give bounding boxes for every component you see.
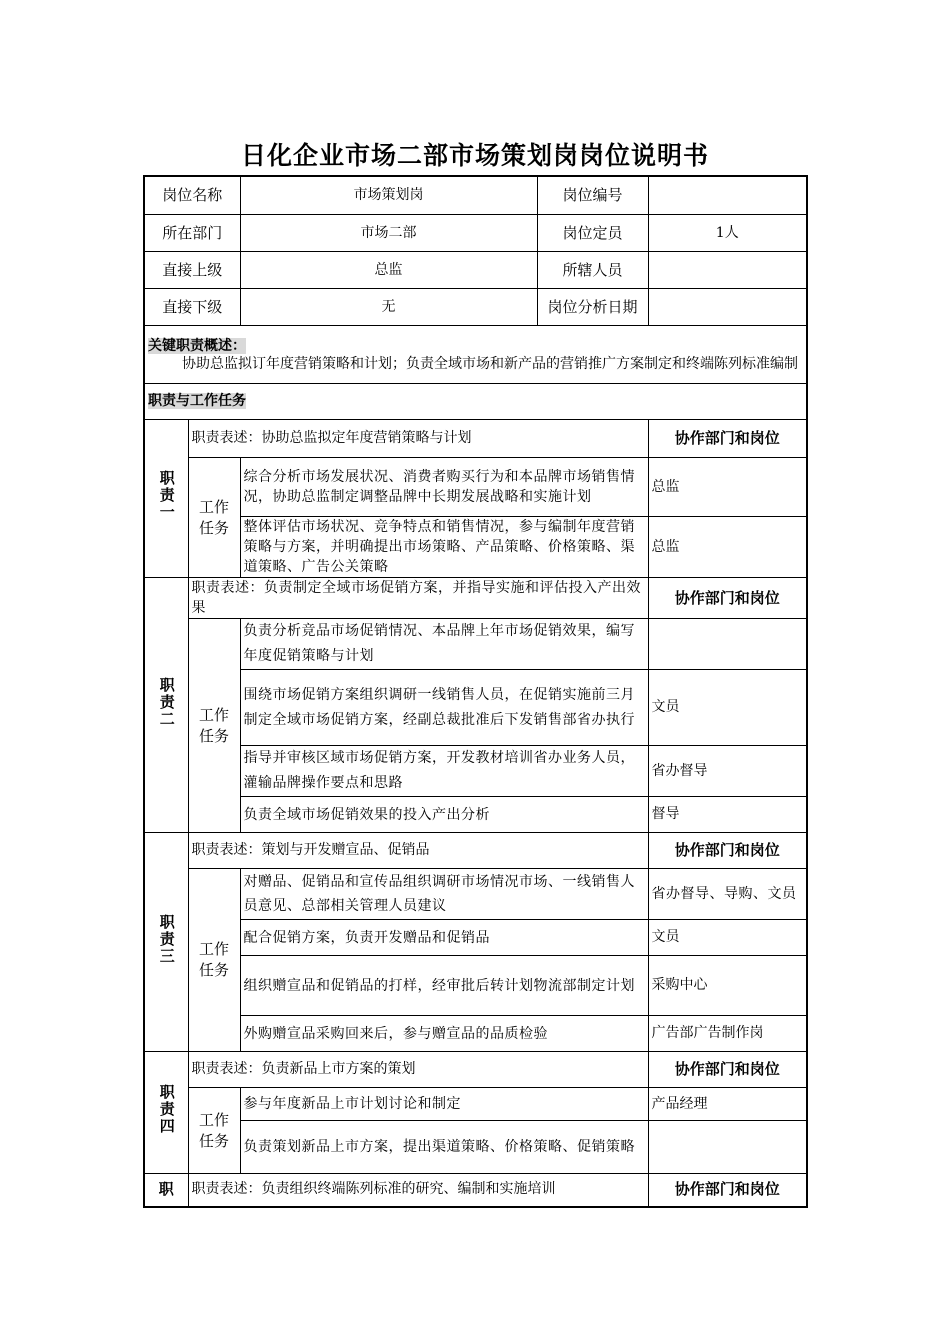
duty-statement: 职责表述：负责制定全域市场促销方案，并指导实施和评估投入产出效果: [188, 578, 648, 619]
duty-label: 职责二: [144, 578, 188, 833]
task-coop: 督导: [648, 797, 807, 833]
duty-statement-row: [144, 1052, 807, 1088]
duty-statement: 职责表述：负责组织终端陈列标准的研究、编制和实施培训: [188, 1174, 648, 1207]
duty-statement-row: [144, 1174, 807, 1207]
task-row: [144, 746, 807, 797]
coop-header: 协作部门和岗位: [648, 1174, 807, 1207]
task-row: [144, 1016, 807, 1052]
analysis-date-value: [648, 289, 807, 326]
superior-value: 总监: [241, 252, 538, 288]
duty-statement: 职责表述：负责新品上市方案的策划: [188, 1052, 648, 1088]
task-row: [144, 1121, 807, 1174]
work-task-label: 工作任务: [188, 458, 240, 578]
subordinates-label: 所辖人员: [562, 260, 623, 279]
dept-label: 所在部门: [144, 215, 240, 252]
basic-row: [144, 289, 807, 326]
staff-value: 1人: [648, 215, 807, 252]
task-row: [144, 956, 807, 1016]
task-row: [144, 1088, 807, 1121]
task-text: 配合促销方案，负责开发赠品和促销品: [240, 920, 648, 956]
basic-row: [144, 176, 807, 215]
task-text: 指导并审核区域市场促销方案，开发教材培训省办业务人员，灌输品牌操作要点和思路: [240, 746, 648, 797]
task-coop: 省办督导: [648, 746, 807, 797]
task-text: 参与年度新品上市计划讨论和制定: [240, 1088, 648, 1121]
task-row: [144, 797, 807, 833]
page-title: 日化企业市场二部市场策划岗岗位说明书: [240, 141, 709, 170]
post-name-label: 岗位名称: [144, 176, 240, 215]
task-coop: 总监: [648, 517, 807, 578]
job-description-table: [143, 175, 808, 1208]
task-coop: 总监: [648, 458, 807, 517]
task-text: 负责策划新品上市方案，提出渠道策略、价格策略、促销策略: [240, 1121, 648, 1174]
staff-label: 岗位定员: [562, 223, 623, 242]
duty-label: 职责三: [144, 833, 188, 1052]
task-text: 负责分析竞品市场促销情况、本品牌上年市场促销效果，编写年度促销策略与计划: [240, 619, 648, 670]
task-coop: 产品经理: [648, 1088, 807, 1121]
task-coop: 省办督导、导购、文员: [648, 869, 807, 920]
lower-value: 无: [241, 289, 538, 325]
post-name-value: 市场策划岗: [241, 177, 538, 214]
duty-statement: 职责表述：协助总监拟定年度营销策略与计划: [188, 420, 648, 458]
work-task-label: 工作任务: [188, 619, 240, 833]
dept-value: 市场二部: [241, 215, 538, 251]
task-text: 负责全域市场促销效果的投入产出分析: [240, 797, 648, 833]
coop-header: 协作部门和岗位: [648, 1052, 807, 1088]
coop-header: 协作部门和岗位: [648, 420, 807, 458]
task-row: [144, 920, 807, 956]
task-coop: [648, 619, 807, 670]
task-text: 对赠品、促销品和宣传品组织调研市场情况市场、一线销售人员意见、总部相关管理人员建议: [240, 869, 648, 920]
duty-statement-row: [144, 420, 807, 458]
work-task-label: 工作任务: [188, 1088, 240, 1174]
task-coop: [648, 1121, 807, 1174]
basic-row: [144, 252, 807, 289]
task-row: [144, 458, 807, 517]
task-row: [144, 517, 807, 578]
work-task-label: 工作任务: [188, 869, 240, 1052]
overview-text: 协助总监拟订年度营销策略和计划；负责全域市场和新产品的营销推广方案制定和终端陈列标准编制: [182, 355, 798, 372]
task-row: [144, 619, 807, 670]
task-text: 整体评估市场状况、竞争特点和销售情况，参与编制年度营销策略与方案，并明确提出市场策略、产品策略、价格策略、渠道策略、广告公关策略: [240, 517, 648, 578]
task-coop: 文员: [648, 920, 807, 956]
duty-label: 职责一: [144, 420, 188, 578]
subordinates-value: [648, 252, 807, 289]
duty-label: 职责四: [144, 1052, 188, 1174]
post-no-label: 岗位编号: [562, 186, 623, 204]
analysis-date-label: 岗位分析日期: [547, 297, 638, 316]
task-row: [144, 670, 807, 746]
task-text: 综合分析市场发展状况、消费者购买行为和本品牌市场销售情况，协助总监制定调整品牌中长期发展战略和实施计划: [240, 458, 648, 517]
task-text: 围绕市场促销方案组织调研一线销售人员，在促销实施前三月制定全域市场促销方案，经副总裁批准后下发销售部省办执行: [240, 670, 648, 746]
coop-header: 协作部门和岗位: [648, 833, 807, 869]
duties-heading: 职责与工作任务: [148, 393, 246, 409]
task-coop: 文员: [648, 670, 807, 746]
task-coop: 广告部广告制作岗: [648, 1016, 807, 1052]
duty-statement-row: [144, 833, 807, 869]
overview-row: [144, 326, 807, 384]
lower-label: 直接下级: [144, 289, 240, 326]
duties-heading-row: [144, 384, 807, 420]
task-coop: 采购中心: [648, 956, 807, 1016]
duty-label: 职: [144, 1174, 188, 1207]
duty-statement-row: [144, 578, 807, 619]
coop-header: 协作部门和岗位: [648, 578, 807, 619]
task-text: 组织赠宣品和促销品的打样，经审批后转计划物流部制定计划: [240, 956, 648, 1016]
overview-heading: 关键职责概述：: [148, 337, 246, 354]
post-no-value: [648, 176, 807, 215]
task-text: 外购赠宣品采购回来后，参与赠宣品的品质检验: [240, 1016, 648, 1052]
basic-row: [144, 215, 807, 252]
duty-statement: 职责表述：策划与开发赠宣品、促销品: [188, 833, 648, 869]
superior-label: 直接上级: [144, 252, 240, 289]
task-row: [144, 869, 807, 920]
